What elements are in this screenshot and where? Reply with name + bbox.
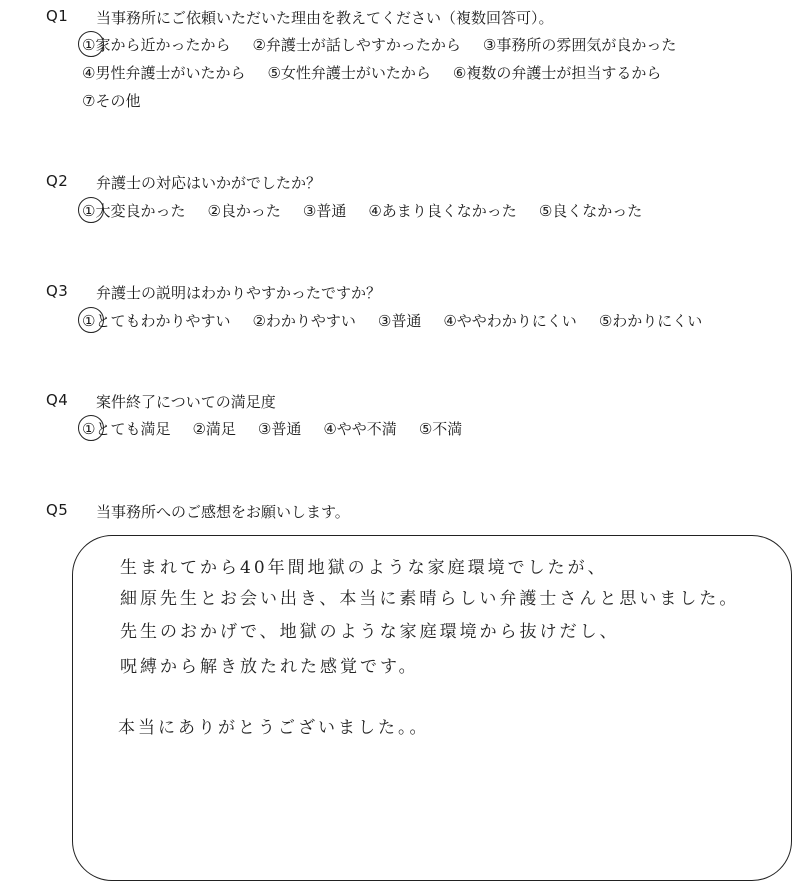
q3-question: 弁護士の説明はわかりやすかったですか？ [96, 284, 382, 302]
q4-question: 案件終了についての満足度 [96, 393, 276, 411]
q3-options-row [82, 310, 724, 331]
q2-number: Q2 [46, 172, 69, 190]
q5-question: 当事務所へのご感想をお願いします。 [96, 503, 350, 521]
q3-number: Q3 [46, 282, 69, 300]
q1-option-5[interactable]: ⑤女性弁護士がいたから [267, 64, 431, 82]
q1-option-3[interactable]: ③事務所の雰囲気が良かった [482, 36, 677, 54]
q4-number: Q4 [46, 391, 69, 409]
q3-option-5[interactable]: ⑤わかりにくい [598, 312, 703, 330]
q1-option-4[interactable]: ④男性弁護士がいたから [82, 64, 246, 82]
q3-option-2[interactable]: ②わかりやすい [252, 312, 356, 330]
comment-line-5: 本当にありがとうございました。。 [118, 718, 430, 738]
comment-line-3: 先生のおかげで、地獄のような家庭環境から抜けだし、 [120, 622, 620, 642]
q5-number: Q5 [46, 501, 69, 519]
q3-option-1[interactable]: ①とてもわかりやすい [82, 312, 231, 330]
comment-line-1: 生まれてから40年間地獄のような家庭環境でしたが、 [120, 558, 608, 578]
q1-option-1[interactable]: ①家から近かったから [82, 36, 231, 54]
q4-option-5[interactable]: ⑤不満 [418, 420, 463, 438]
q4-option-3[interactable]: ③普通 [257, 420, 302, 438]
q2-options-row [82, 200, 664, 221]
comment-line-2: 細原先生とお会い出き、本当に素晴らしい弁護士さんと思いました。 [120, 589, 740, 609]
q4-option-2[interactable]: ②満足 [192, 420, 236, 438]
q2-option-3[interactable]: ③普通 [302, 202, 347, 220]
comment-line-4: 呪縛から解き放たれた感覚です。 [120, 657, 419, 677]
q1-question: 当事務所にご依頼いただいた理由を教えてください（複数回答可）。 [96, 9, 554, 27]
q1-number: Q1 [46, 7, 69, 25]
q1-option-6[interactable]: ⑥複数の弁護士が担当するから [452, 64, 662, 82]
q1-option-7[interactable]: ⑦その他 [82, 92, 141, 110]
q1-options-row-3 [82, 90, 162, 111]
q4-options-row [82, 418, 484, 439]
q1-options-row-2 [82, 62, 683, 83]
q2-question: 弁護士の対応はいかがでしたか？ [96, 174, 322, 192]
q1-option-2[interactable]: ②弁護士が話しやすかったから [252, 36, 461, 54]
q4-option-1[interactable]: ①とても満足 [82, 420, 171, 438]
q3-option-4[interactable]: ④ややわかりにくい [443, 312, 577, 330]
q3-option-3[interactable]: ③普通 [377, 312, 422, 330]
q1-options-row-1 [82, 34, 698, 55]
q2-option-1[interactable]: ①大変良かった [82, 202, 186, 220]
q2-option-4[interactable]: ④あまり良くなかった [368, 202, 517, 220]
q4-option-4[interactable]: ④やや不満 [323, 420, 397, 438]
q2-option-2[interactable]: ②良かった [207, 202, 281, 220]
q2-option-5[interactable]: ⑤良くなかった [538, 202, 643, 220]
